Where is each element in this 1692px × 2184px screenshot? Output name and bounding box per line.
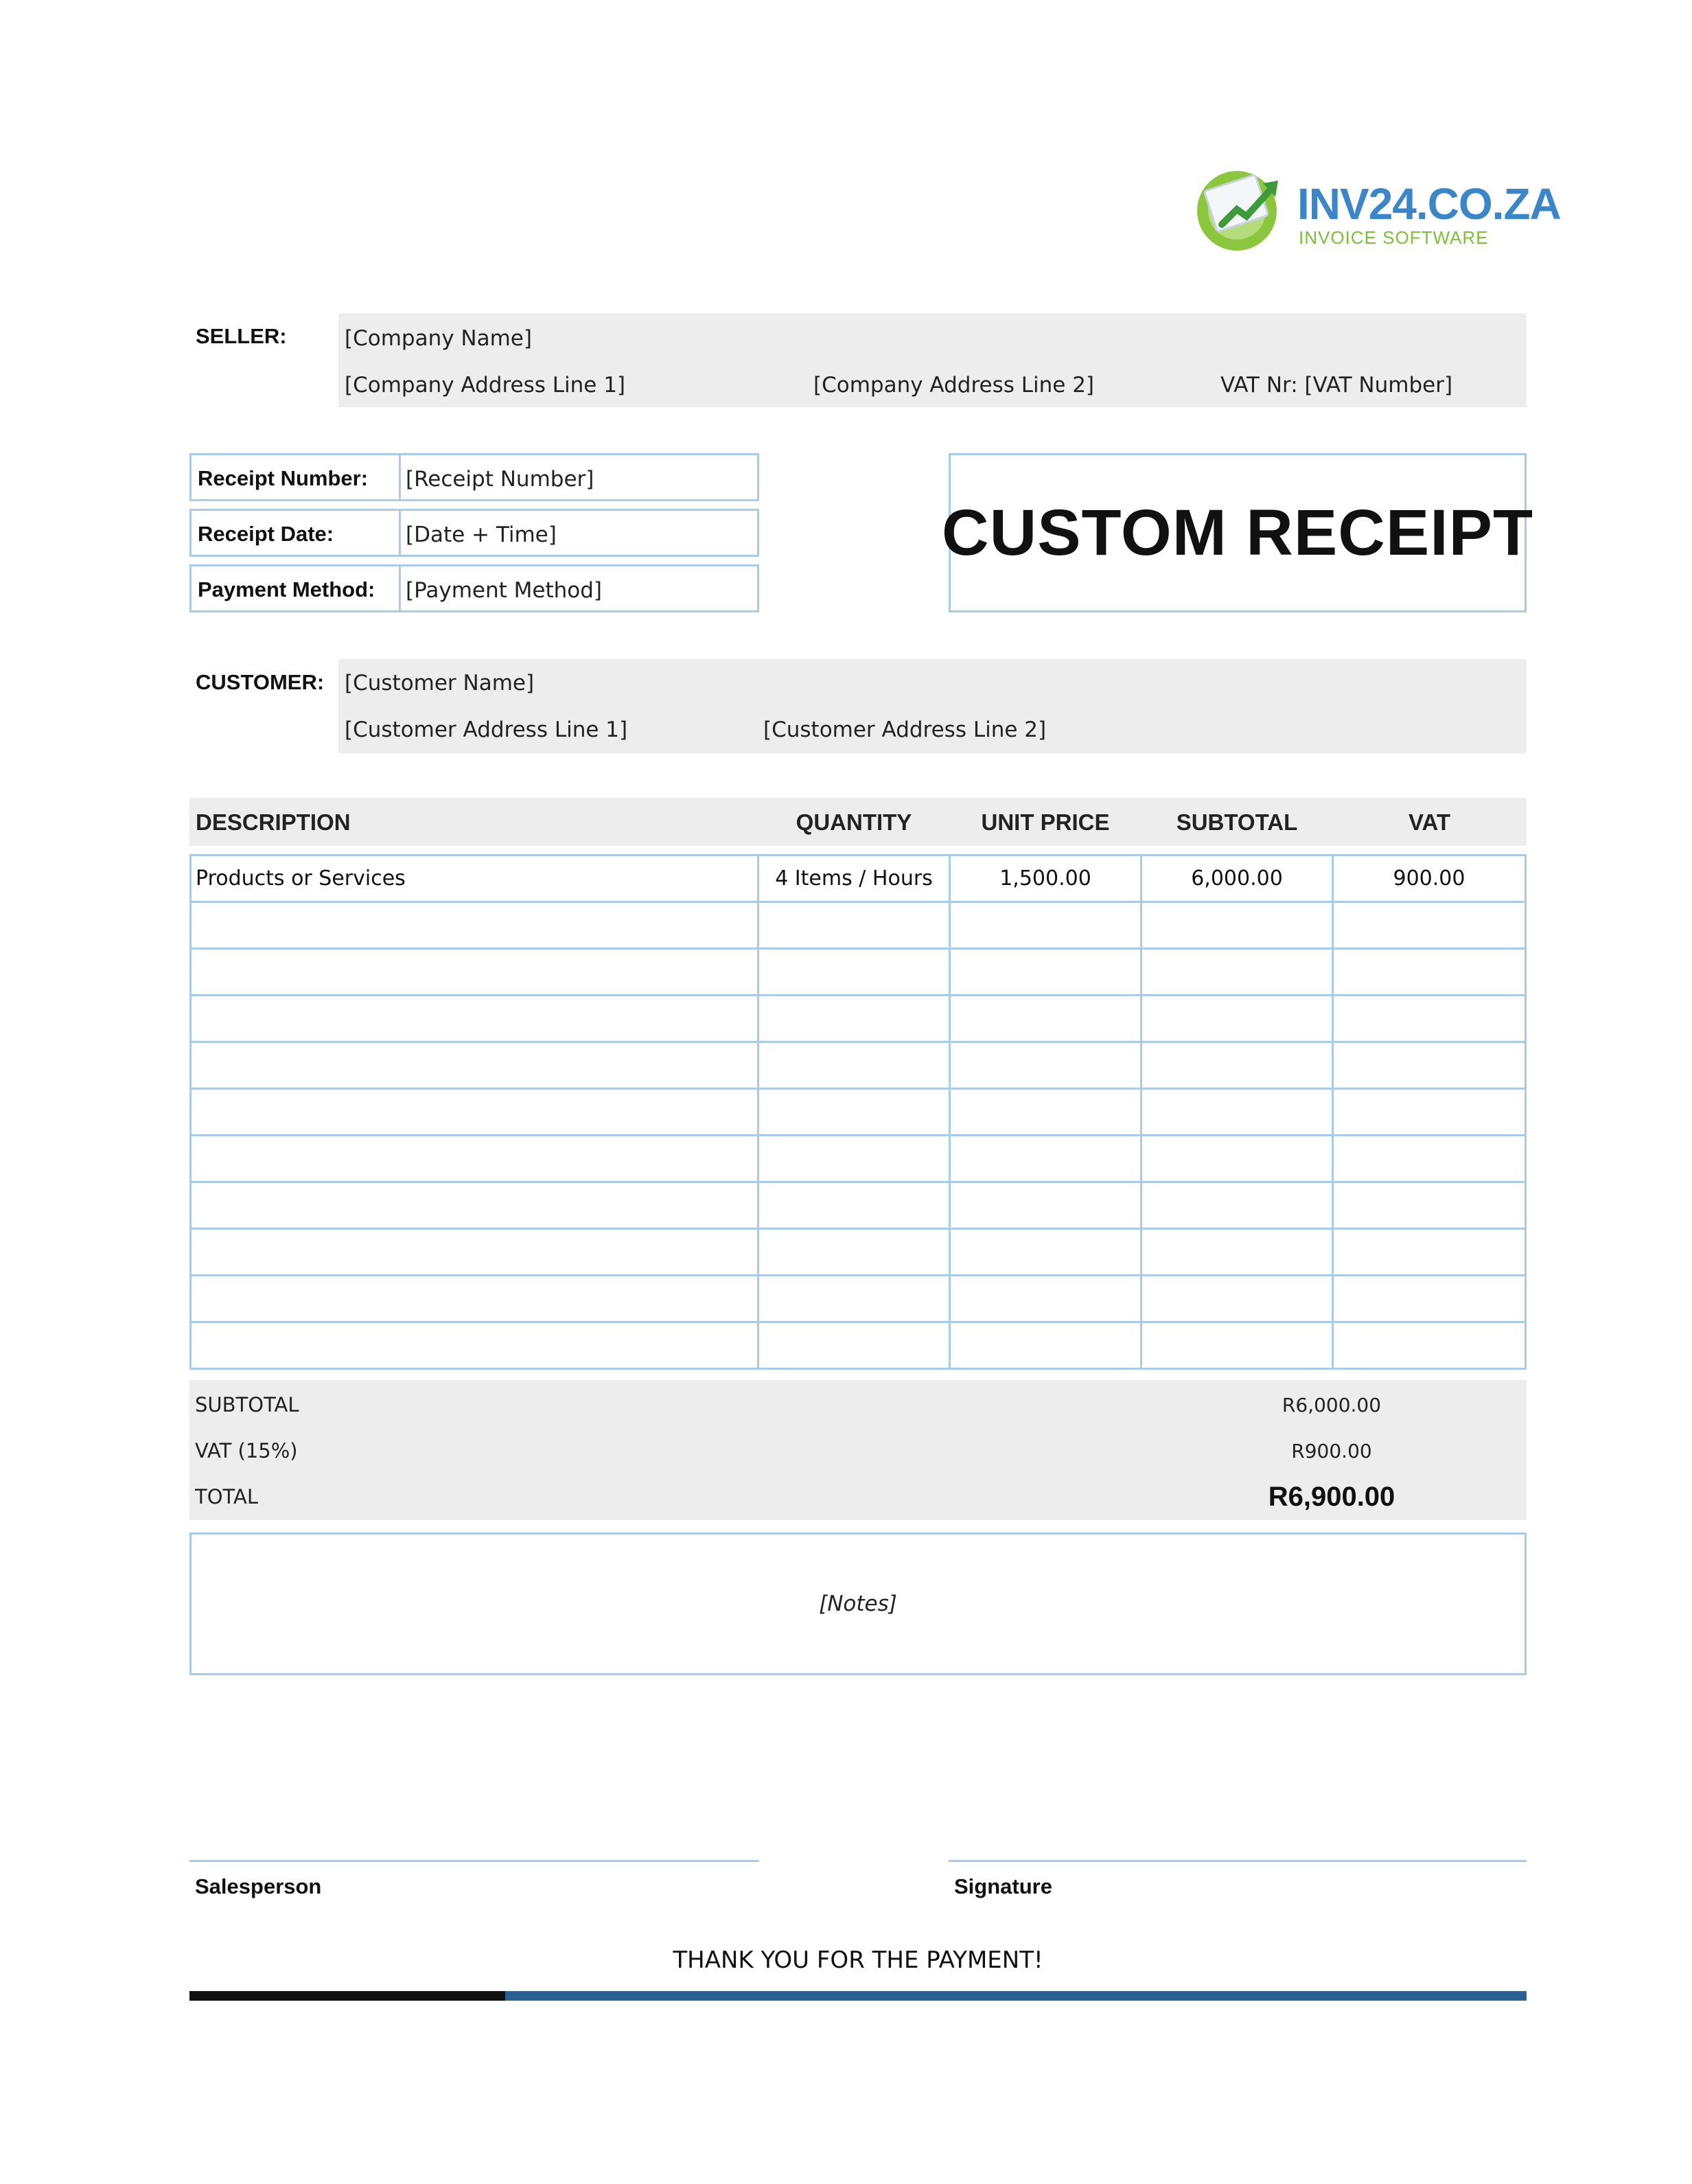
signature-label: Signature [954, 1874, 1052, 1898]
subtotal-label: SUBTOTAL [195, 1393, 299, 1416]
total-value: R6,900.00 [1268, 1482, 1395, 1512]
receipt-date-value: [Date + Time] [406, 522, 557, 547]
header-vat: VAT [1408, 809, 1451, 835]
seller-vat: VAT Nr: [VAT Number] [1220, 373, 1453, 398]
customer-address-line2: [Customer Address Line 2] [763, 717, 1047, 742]
row-quantity: 4 Items / Hours [775, 866, 933, 890]
brand-tagline: INVOICE SOFTWARE [1299, 227, 1489, 248]
footer-bar-blue [505, 1991, 1527, 2001]
vat-value: R900.00 [1291, 1440, 1372, 1462]
header-unit-price: UNIT PRICE [981, 809, 1110, 835]
seller-label: SELLER: [196, 324, 287, 348]
row-unit-price: 1,500.00 [999, 866, 1091, 890]
footer-message: THANK YOU FOR THE PAYMENT! [673, 1946, 1043, 1974]
payment-method-row [189, 564, 759, 612]
header-subtotal: SUBTOTAL [1176, 809, 1298, 835]
row-description: Products or Services [196, 866, 406, 890]
row-vat: 900.00 [1393, 866, 1465, 890]
items-table [189, 854, 1527, 1371]
footer-message-wrap [189, 1944, 1527, 1976]
receipt-number-row [189, 453, 759, 501]
seller-address-line1: [Company Address Line 1] [345, 373, 626, 398]
receipt-date-label: Receipt Date: [198, 522, 334, 546]
notes-text: [Notes] [819, 1591, 897, 1616]
header-quantity: QUANTITY [796, 809, 912, 835]
header-description: DESCRIPTION [196, 809, 351, 835]
brand-logo [1194, 161, 1561, 254]
customer-address-line1: [Customer Address Line 1] [345, 717, 628, 742]
payment-method-label: Payment Method: [198, 577, 375, 601]
footer-bar-dark [189, 1991, 505, 2001]
receipt-date-row [189, 509, 759, 557]
receipt-number-value: [Receipt Number] [406, 467, 594, 492]
table-row [189, 854, 1527, 903]
receipt-number-label: Receipt Number: [198, 466, 369, 490]
customer-name: [Customer Name] [345, 671, 535, 696]
salesperson-line [189, 1860, 759, 1862]
notes-box [189, 1532, 1527, 1675]
vat-label: VAT (15%) [195, 1439, 298, 1462]
seller-address-line2: [Company Address Line 2] [813, 373, 1095, 398]
payment-method-value: [Payment Method] [406, 578, 603, 603]
signature-line [949, 1860, 1527, 1862]
subtotal-value: R6,000.00 [1282, 1394, 1382, 1416]
customer-label: CUSTOMER: [196, 670, 325, 694]
salesperson-label: Salesperson [195, 1874, 322, 1898]
logo-icon [1194, 161, 1290, 254]
title-box [941, 453, 1534, 612]
seller-company-name: [Company Name] [345, 326, 532, 351]
row-subtotal: 6,000.00 [1191, 866, 1283, 890]
receipt-title: CUSTOM RECEIPT [941, 496, 1534, 569]
total-label: TOTAL [195, 1485, 258, 1508]
brand-name: INV24.CO.ZA [1297, 179, 1561, 229]
